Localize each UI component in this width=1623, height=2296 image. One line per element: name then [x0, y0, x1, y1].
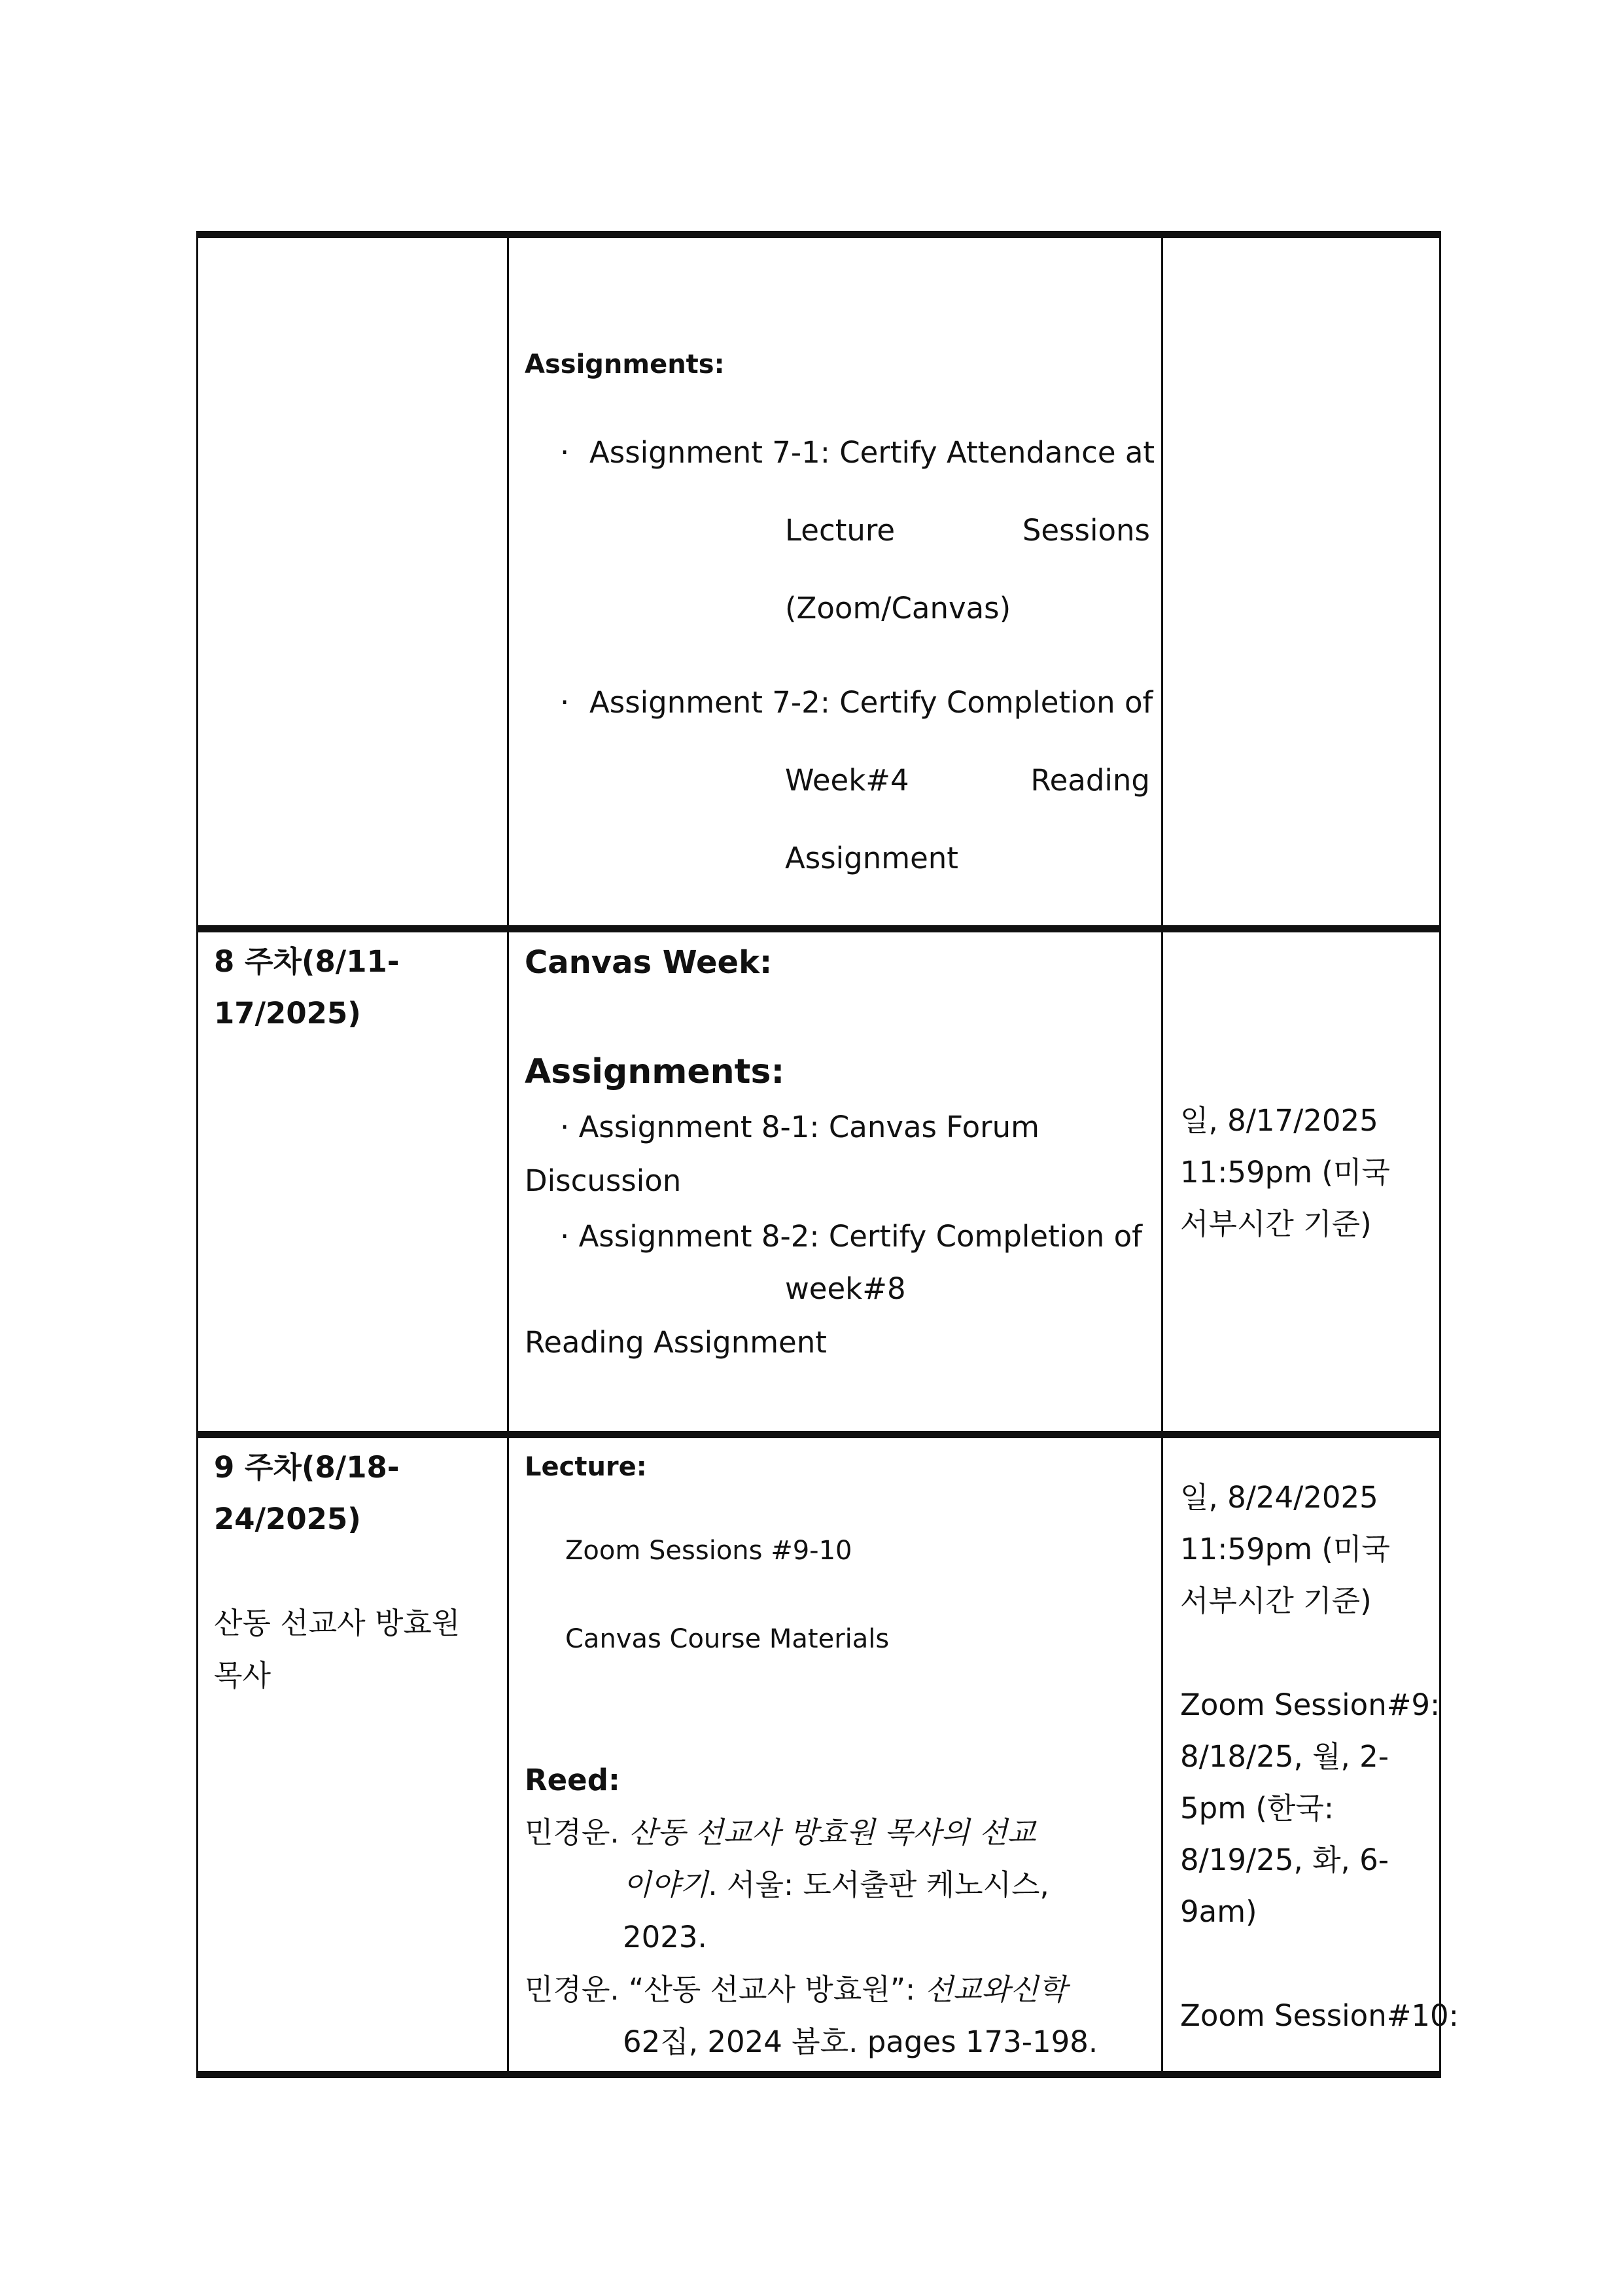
assignment-7-1-line1: Assignment 7-1: Certify Attendance at [589, 435, 1155, 470]
assignment-8-1: · Assignment 8-1: Canvas Forum [560, 1110, 1039, 1144]
zoom-session-9-line: 8/19/25, 화, 6- [1180, 1843, 1389, 1877]
assignments-label: Assignments: [525, 349, 725, 380]
assignment-7-1-line2: Lecture Sessions [785, 513, 1150, 548]
zoom-session-9-line: 8/18/25, 월, 2- [1180, 1739, 1389, 1774]
table-row [198, 929, 1440, 1435]
due-cell [1162, 929, 1440, 1435]
week-label: 9 주차(8/18- [214, 1450, 400, 1485]
assignment-8-2-cont2: Reading Assignment [525, 1325, 827, 1360]
reference-2-cont: 62집, 2024 봄호. pages 173-198. [623, 2024, 1098, 2059]
zoom-session-9: Zoom Session#9: [1180, 1687, 1440, 1722]
schedule-table [196, 231, 1459, 2078]
speaker-name: 산동 선교사 방효원 [214, 1606, 461, 1640]
week-dates: 24/2025) [214, 1502, 361, 1536]
assignments-heading: Assignments: [525, 1052, 785, 1091]
zoom-session-9-line: 5pm (한국: [1180, 1791, 1334, 1826]
content-cell [508, 929, 1162, 1435]
reference-1-cont: 이야기. 서울: 도서출판 케노시스, [623, 1867, 1049, 1902]
canvas-week-heading: Canvas Week: [525, 944, 773, 981]
assignment-7-2-line2: Week#4 Reading [785, 763, 1150, 798]
week-dates: 17/2025) [214, 996, 361, 1031]
due-time: 11:59pm (미국 [1180, 1155, 1390, 1190]
lecture-item: Zoom Sessions #9-10 [565, 1536, 852, 1566]
week-cell [198, 929, 508, 1435]
table-row [198, 1435, 1440, 2075]
due-date: 일, 8/24/2025 [1180, 1480, 1378, 1515]
reference-2: 민경운. “산동 선교사 방효원”: 선교와신학 [525, 1972, 1067, 2007]
zoom-session-9-line: 9am) [1180, 1894, 1257, 1929]
assignment-8-2-cont: week#8 [785, 1271, 906, 1306]
reference-1-year: 2023. [623, 1920, 707, 1954]
week-cell [198, 1435, 508, 2075]
due-time: 11:59pm (미국 [1180, 1532, 1390, 1566]
zoom-session-10: Zoom Session#10: [1180, 1998, 1459, 2033]
assignment-7-2-line3: Assignment [785, 841, 958, 875]
reed-label: Reed: [525, 1763, 620, 1797]
assignment-8-1-cont: Discussion [525, 1163, 682, 1198]
assignment-8-2: · Assignment 8-2: Certify Completion of [560, 1219, 1142, 1254]
reference-1: 민경운. 산동 선교사 방효원 목사의 선교 [525, 1815, 1036, 1850]
lecture-item: Canvas Course Materials [565, 1624, 890, 1654]
speaker-title: 목사 [214, 1658, 271, 1693]
due-timezone: 서부시간 기준) [1180, 1583, 1372, 1618]
due-cell [1162, 1435, 1459, 2075]
table-row [198, 235, 1440, 929]
week-cell [198, 235, 508, 929]
bullet: · [560, 435, 570, 470]
due-cell [1162, 235, 1440, 929]
due-timezone: 서부시간 기준) [1180, 1207, 1372, 1241]
due-date: 일, 8/17/2025 [1180, 1103, 1378, 1138]
content-cell [508, 1435, 1162, 2075]
week-label: 8 주차(8/11- [214, 944, 400, 979]
bullet: · [560, 685, 570, 720]
lecture-label: Lecture: [525, 1452, 647, 1482]
assignment-7-1-line3: (Zoom/Canvas) [785, 591, 1011, 626]
assignment-7-2-line1: Assignment 7-2: Certify Completion of [589, 685, 1153, 720]
content-cell [508, 235, 1162, 929]
